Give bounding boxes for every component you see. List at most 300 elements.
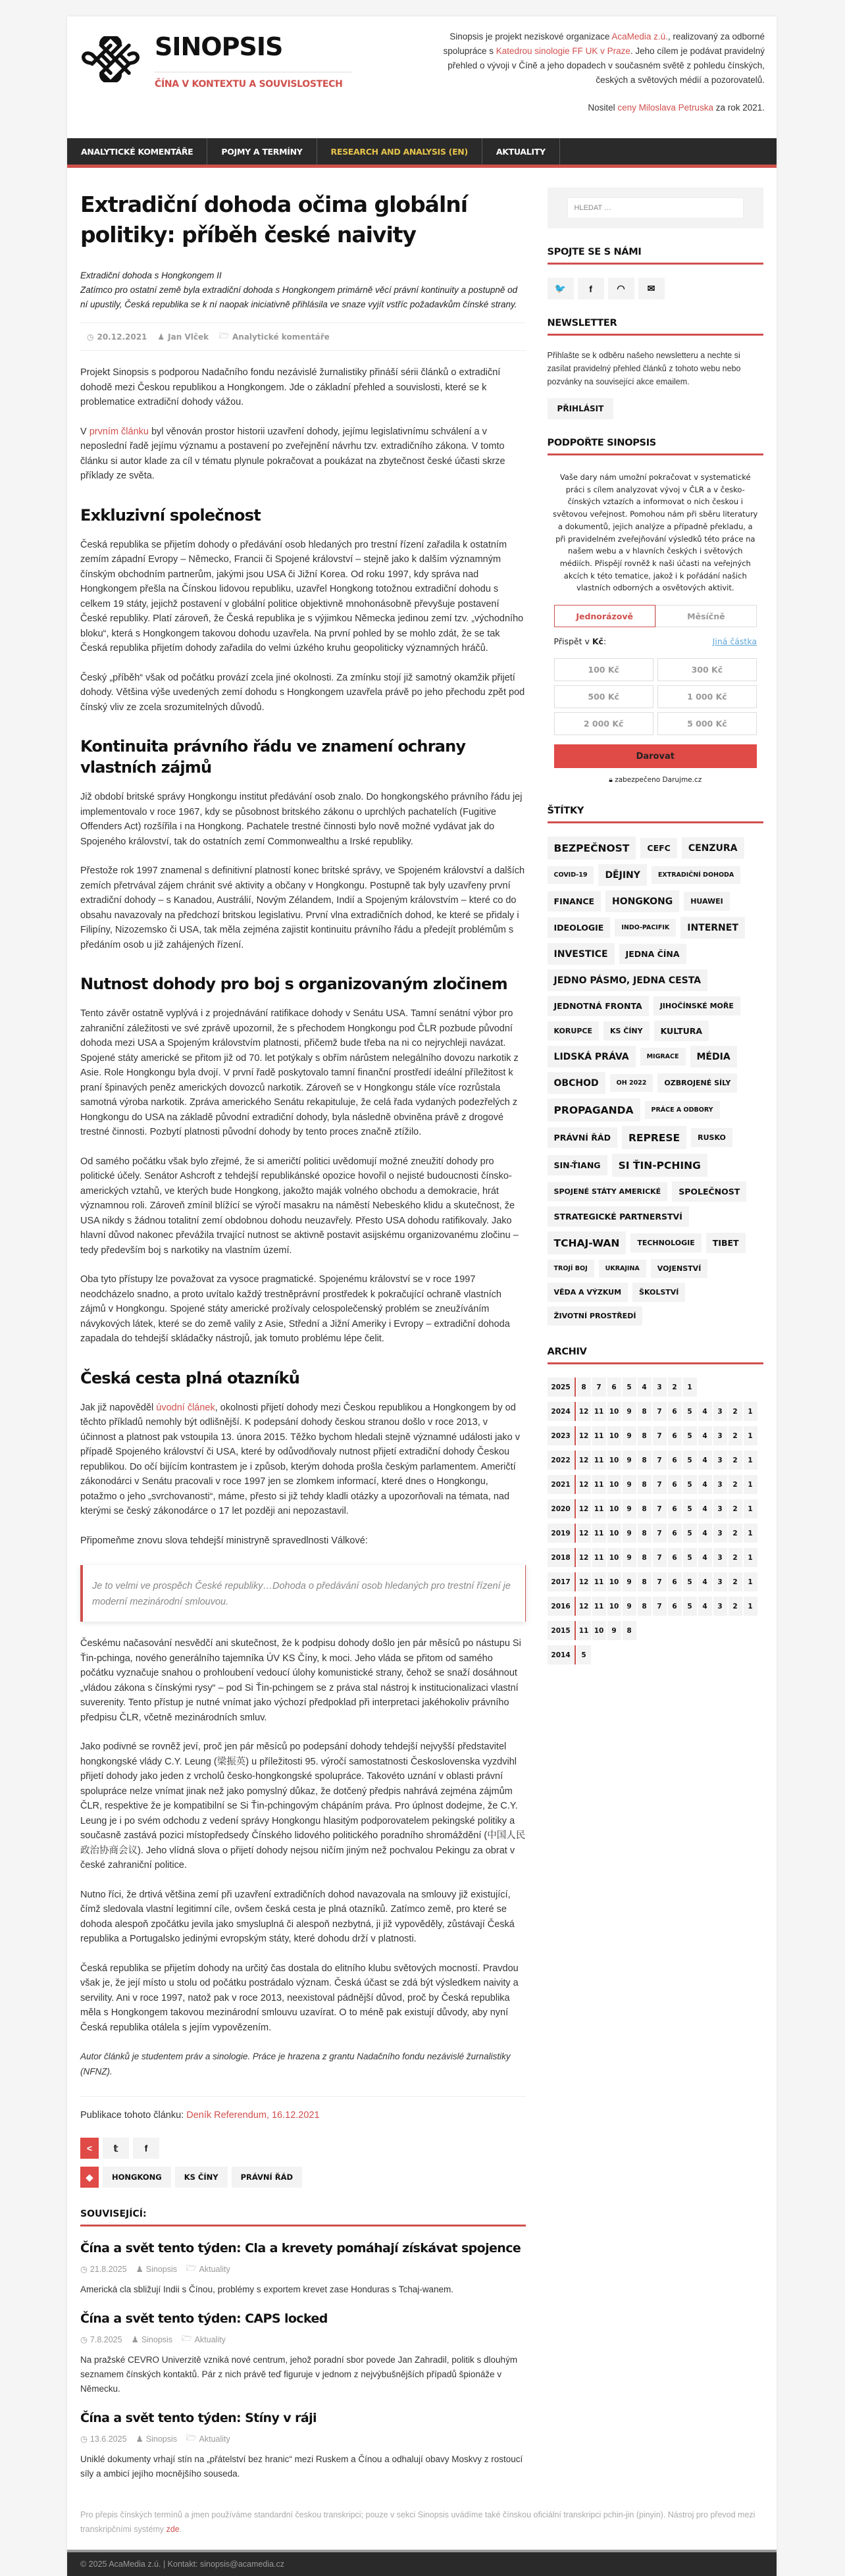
archive-month[interactable]: 7 — [653, 1548, 667, 1567]
archive-month[interactable]: 2 — [729, 1548, 742, 1567]
tag-link[interactable]: TROJÍ BOJ — [548, 1260, 594, 1277]
related-category[interactable] — [182, 2332, 226, 2346]
article-lead — [80, 269, 526, 312]
archive-month[interactable]: 11 — [592, 1597, 606, 1616]
tag-link[interactable]: INVESTICE — [548, 943, 615, 965]
archive-month[interactable]: 12 — [577, 1402, 591, 1421]
article-column — [80, 188, 526, 2481]
related-category[interactable] — [186, 2262, 230, 2276]
award-link[interactable]: ceny Miloslava Petruska — [617, 103, 713, 113]
archive-year[interactable]: 2016 — [548, 1597, 576, 1616]
related-title[interactable]: Čína a svět tento týden: Cla a krevety pomáhají získávat spojence — [80, 2241, 521, 2255]
tag-link[interactable]: KORUPCE — [548, 1021, 599, 1041]
contribute-label — [554, 636, 607, 646]
search-input[interactable]: HLEDAT … — [567, 197, 744, 219]
archive-year-row — [548, 1597, 763, 1616]
archive-month[interactable]: 2 — [729, 1451, 742, 1470]
related-meta — [80, 2332, 526, 2346]
category-name[interactable]: Aktuality — [194, 2334, 226, 2344]
author-name[interactable]: Jan Vlček — [168, 332, 209, 342]
tag-link[interactable]: PROPAGANDA — [548, 1098, 640, 1121]
date-text: 20.12.2021 — [97, 332, 147, 342]
note-text: Pro přepis čínských termínů a jmen používáme standardní českou transkripci; pouze v sekci Sinopsis uvádíme také čínskou oficiální transkripci pchin-jin (pinyin). Nástroj pro převod mezi transkripčními systémy — [80, 2510, 755, 2534]
category-name[interactable]: Aktuality — [199, 2434, 230, 2444]
transcription-tool-link[interactable]: zde — [166, 2525, 180, 2534]
archive-month[interactable]: 11 — [592, 1475, 606, 1494]
archive-month[interactable]: 5 — [623, 1378, 636, 1397]
tag-link[interactable]: SPOJENÉ STÁTY AMERICKÉ — [548, 1182, 668, 1201]
archive-month[interactable]: 11 — [592, 1524, 606, 1543]
tag-link[interactable]: MIGRACE — [640, 1048, 686, 1066]
archive-month[interactable]: 7 — [653, 1426, 667, 1445]
related-category[interactable] — [186, 2432, 230, 2446]
tag-link[interactable]: INTERNET — [680, 917, 745, 939]
tag-link[interactable]: PRÁVNÍ ŘÁD — [548, 1127, 617, 1148]
tag-link[interactable]: ŽIVOTNÍ PROSTŘEDÍ — [548, 1306, 643, 1326]
archive-month[interactable]: 4 — [698, 1499, 712, 1518]
related-meta — [80, 2432, 526, 2446]
support-heading: PODPOŘTE SINOPSIS — [548, 438, 763, 455]
archive-month[interactable]: 5 — [577, 1645, 591, 1664]
text: Jak již napověděl — [80, 1402, 157, 1413]
paragraph: Českému načasování nesvědčí ani skutečnost, že k podpisu dohody došlo jen pár měsíců po nástupu Si Ťin-pchinga, nového generálního tajemníka ÚV KS Číny, k moci. Jeho vláda se přitom od samého počátku vyznačuje snahou o prohloubení vedoucí úlohy komunistické strany, čehož se snaží dosáhnout „vládou zákona s čínskými rysy“ – pod Si Ťin-pchingem se z práva stal nástroj k institucionalizaci vlastní suverenity. Tento přístup je nutné vnímat jako výchozí předpoklad při interpretaci jakéhokoliv právního předpisu ČLR, včetně mezinárodních smluv. — [80, 1638, 521, 1723]
archive-month[interactable]: 2 — [729, 1499, 742, 1518]
archive-month[interactable]: 8 — [638, 1426, 652, 1445]
transcription-note — [67, 2481, 777, 2550]
archive-month[interactable]: 8 — [577, 1378, 591, 1397]
archive-month[interactable]: 8 — [638, 1402, 652, 1421]
related-date — [80, 2332, 122, 2346]
archive-month[interactable]: 8 — [638, 1524, 652, 1543]
archive-month[interactable]: 4 — [698, 1426, 712, 1445]
archive-month[interactable]: 11 — [592, 1499, 606, 1518]
archive-month[interactable]: 6 — [668, 1499, 682, 1518]
frequency-monthly-tab[interactable]: Měsíčně — [655, 605, 757, 627]
archive-month[interactable]: 10 — [607, 1572, 621, 1591]
award-note — [423, 101, 765, 115]
paragraph — [80, 1401, 526, 1519]
archive-month[interactable]: 7 — [653, 1402, 667, 1421]
tag-link[interactable]: DĚJINY — [598, 864, 646, 886]
tag-link[interactable]: OBCHOD — [548, 1072, 605, 1094]
archive-month[interactable]: 6 — [607, 1378, 621, 1397]
archive-month[interactable]: 12 — [577, 1426, 591, 1445]
site-title[interactable]: SINOPSIS — [155, 32, 283, 61]
archive-month[interactable]: 2 — [729, 1597, 742, 1616]
amount-option[interactable]: 1 000 Kč — [657, 685, 757, 708]
article-date — [87, 332, 147, 342]
text: byl věnován prostor historii uzavření dohody, jejímu legislativnímu schválení a v neposlední řadě jejímu významu a postavení po zveřejnění návrhu tzv. extradičního zákona. V tomto článku si autor klade za cíl v tématu plynule pokračovat a poukázat na zbytečnost české účasti skrze příklady ze světa. — [80, 426, 505, 481]
archive-month[interactable]: 1 — [744, 1548, 757, 1567]
archive-month[interactable]: 8 — [638, 1475, 652, 1494]
archive-month[interactable]: 2 — [729, 1426, 742, 1445]
facebook-icon: f — [144, 2143, 148, 2153]
archive-year-row — [548, 1426, 763, 1445]
archive-month[interactable]: 2 — [729, 1572, 742, 1591]
user-icon: ♟ — [157, 332, 165, 342]
nav-item-analyticke-komentare[interactable]: ANALYTICKÉ KOMENTÁŘE — [67, 138, 207, 165]
archive-month[interactable]: 9 — [623, 1426, 636, 1445]
tag-link[interactable]: CEFC — [640, 838, 677, 858]
archive-month[interactable]: 5 — [683, 1402, 697, 1421]
tag-link[interactable]: SIN-ŤIANG — [548, 1155, 607, 1175]
intro-article-link[interactable]: úvodní článek — [156, 1402, 215, 1413]
archive-month[interactable]: 3 — [713, 1548, 727, 1567]
publication-link[interactable]: Deník Referendum, 16.12.2021 — [186, 2110, 320, 2121]
tag-link[interactable]: TCHAJ-WAN — [548, 1231, 627, 1254]
archive-month[interactable]: 4 — [698, 1402, 712, 1421]
related-author[interactable] — [136, 2432, 177, 2446]
folder-icon: 🗁 — [182, 2334, 192, 2343]
tag-cloud — [548, 837, 763, 1326]
tag-link[interactable]: FINANCE — [548, 891, 602, 912]
tag-link[interactable]: PRÁCE A ODBORY — [645, 1101, 720, 1119]
archive-month[interactable]: 1 — [744, 1524, 757, 1543]
email-icon: ✉ — [647, 283, 655, 294]
paragraph: Oba tyto přístupy lze považovat za vysoce pragmatické. Spojenému království se v roce 1997 neodcházelo snadno, a proto uvítalo každý trestněprávní prostředek k pokračující ochraně vlastních zájmů v Hongkongu. Spojené státy americké prožívaly celospolečenský problém se zneužíváním návykových látek, které se do země valily z Asie, Střední a Jižní Ameriky i Evropy – extradiční dohoda zapadala do tehdejší skládačky nástrojů, jak tomuto problému lépe čelit. — [80, 1274, 510, 1344]
archive-year[interactable]: 2024 — [548, 1402, 576, 1421]
archive-month[interactable]: 9 — [623, 1524, 636, 1543]
archive-month[interactable]: 1 — [744, 1499, 757, 1518]
donation-amounts — [554, 658, 757, 735]
archive-month[interactable]: 3 — [713, 1475, 727, 1494]
archive-month[interactable]: 12 — [577, 1597, 591, 1616]
article-author[interactable] — [157, 332, 209, 342]
newsletter-subscribe-button[interactable]: PŘIHLÁSIT — [548, 398, 614, 419]
archive-month[interactable]: 3 — [713, 1499, 727, 1518]
archive-month[interactable]: 12 — [577, 1475, 591, 1494]
paragraph: Připomeňme znovu slova tehdejší ministryně spravedlnosti Válkové: — [80, 1535, 368, 1546]
archive-month[interactable]: 9 — [623, 1499, 636, 1518]
archive-month[interactable]: 8 — [638, 1451, 652, 1470]
tag-link[interactable]: SPOLEČNOST — [672, 1181, 746, 1202]
tag-link[interactable]: IDEOLOGIE — [548, 917, 611, 938]
author-name[interactable]: Sinopsis — [145, 2434, 177, 2444]
archive-month[interactable]: 3 — [713, 1402, 727, 1421]
archive-month[interactable]: 11 — [592, 1426, 606, 1445]
folder-icon: 🗁 — [186, 2263, 197, 2273]
amount-option[interactable]: 500 Kč — [554, 685, 653, 708]
amount-option[interactable]: 2 000 Kč — [554, 712, 653, 735]
archive-month[interactable]: 8 — [638, 1548, 652, 1567]
archive-month[interactable]: 5 — [683, 1451, 697, 1470]
archive-month[interactable]: 11 — [592, 1451, 606, 1470]
author-name[interactable]: Sinopsis — [141, 2334, 173, 2344]
tag-link[interactable]: UKRAJINA — [599, 1260, 646, 1277]
paragraph — [80, 425, 526, 484]
archive-month[interactable]: 6 — [668, 1572, 682, 1591]
archive-month[interactable]: 5 — [683, 1597, 697, 1616]
endless-knot-logo-icon[interactable] — [80, 36, 141, 82]
paragraph: Jako podivné se rovněž jeví, proč jen pár měsíců po podepsání dohody tehdejší nejvyšší představitel hongkongské vlády C.Y. Leung (梁振英) u příležitosti 95. výročí samostatnosti Československa vyzdvihl přijetí dohody jako jeden z vrcholů česko-hongkongské spolupráce. Takovéto uznání v oblasti právní spolupráce nelze vnímat jinak než jako pomyslný důkaz, že dotčený předpis nahrává zejména zájmům ČLR, respektive že je kompatibilní se Si Ťin-pchingovým chápáním práva. Pro úplnost dodejme, že C.Y. Leung je i po svém odchodu z vedení správy Hongkongu hlasitým podporovatelem pekingské politiky a současně zastává pozici místopředsedy Čínského lidového politického poradního shromáždění (中国人民政治协商会议). Jeho vlídná slova o přijetí dohody nejsou ničím jiným než pochvalou Pekingu za obrat v české zahraniční politice. — [80, 1741, 526, 1870]
archive-month[interactable]: 5 — [683, 1572, 697, 1591]
archive-month[interactable]: 5 — [683, 1426, 697, 1445]
archive-month[interactable]: 9 — [623, 1572, 636, 1591]
archive-month[interactable]: 3 — [713, 1524, 727, 1543]
archive-year[interactable]: 2018 — [548, 1548, 576, 1567]
tag-link[interactable]: KS ČÍNY — [603, 1021, 650, 1041]
archive-month[interactable]: 11 — [592, 1402, 606, 1421]
other-amount-link[interactable]: Jiná částka — [712, 636, 757, 647]
tag-link[interactable]: STRATEGICKÉ PARTNERSTVÍ — [548, 1206, 689, 1227]
intro-text: Sinopsis je projekt neziskové organizace — [449, 32, 612, 41]
archive-month[interactable]: 7 — [653, 1475, 667, 1494]
tag-link[interactable]: LIDSKÁ PRÁVA — [548, 1046, 636, 1068]
archive-month[interactable]: 2 — [729, 1524, 742, 1543]
archive-month[interactable]: 10 — [607, 1426, 621, 1445]
tag-link[interactable]: SI ŤIN-PCHING — [612, 1154, 707, 1177]
archive-month[interactable]: 9 — [623, 1597, 636, 1616]
author-name[interactable]: Sinopsis — [145, 2264, 177, 2274]
related-date — [80, 2432, 127, 2446]
series-name: Extradiční dohoda s Hongkongem II — [80, 270, 222, 280]
archive-month[interactable]: 10 — [607, 1597, 621, 1616]
archive-month[interactable]: 9 — [623, 1402, 636, 1421]
tag-link[interactable]: EXTRADIČNÍ DOHODA — [652, 866, 740, 884]
tag-link[interactable]: VOJENSTVÍ — [651, 1259, 708, 1278]
archive-month[interactable]: 7 — [653, 1451, 667, 1470]
archive-year-row — [548, 1621, 763, 1640]
archive-month[interactable]: 1 — [744, 1451, 757, 1470]
paragraph: Již období britské správy Hongkongu institut předávání osob znalo. Do hongkongského právního řádu jej implementovalo v roce 1967, kdy se působnost britského zákonu o uprchlých pachatelích (Fugitive Offenders Act) rozšířila i na Hongkong. Pachatele trestné činnosti bylo nově možné vydávat jak do Spojeného království, tak do ostatních zemí Commonwealthu a Irské republiky. — [80, 792, 523, 847]
archive-month[interactable]: 7 — [653, 1499, 667, 1518]
tag-link[interactable]: INDO-PACIFIK — [615, 919, 676, 937]
archive-month[interactable]: 12 — [577, 1524, 591, 1543]
nav-item-pojmy-a-terminy[interactable]: POJMY A TERMÍNY — [207, 138, 317, 165]
site-tagline: ČÍNA V KONTEXTU A SOUVISLOSTECH — [155, 78, 343, 90]
project-description — [423, 30, 765, 88]
tag-link[interactable]: ŠKOLSTVÍ — [632, 1283, 685, 1302]
tag-link[interactable]: HONGKONG — [605, 890, 679, 912]
archive-month[interactable]: 2 — [729, 1475, 742, 1494]
frequency-once-tab[interactable]: Jednorázově — [554, 605, 655, 627]
archive-month[interactable]: 9 — [607, 1621, 621, 1640]
archive-month[interactable]: 10 — [607, 1475, 621, 1494]
brand — [155, 32, 352, 90]
tag-link[interactable]: KULTURA — [654, 1021, 709, 1041]
archive-year-row — [548, 1402, 763, 1421]
archive-month[interactable]: 6 — [668, 1451, 682, 1470]
archive-month[interactable]: 10 — [607, 1524, 621, 1543]
tag-link[interactable]: MÉDIA — [690, 1046, 737, 1068]
tag-link[interactable]: RUSKO — [691, 1128, 732, 1147]
archive-month[interactable]: 11 — [577, 1621, 591, 1640]
publication-label: Publikace tohoto článku: — [80, 2110, 187, 2121]
archive-month[interactable]: 1 — [744, 1402, 757, 1421]
twitter-button[interactable] — [548, 278, 574, 299]
archive-month[interactable]: 4 — [698, 1451, 712, 1470]
newsletter-text: Přihlašte se k odběru našeho newsletteru a nechte si zasílat pravidelný přehled článků z tohoto webu nebo pozvánky na související akce emailem. — [547, 351, 741, 386]
text: Přispět v — [553, 636, 592, 647]
award-text: za rok 2021. — [713, 103, 765, 113]
tag-link[interactable]: JEDNOTNÁ FRONTA — [548, 996, 649, 1016]
tag-link[interactable]: REPRESE — [622, 1126, 686, 1149]
article-tag[interactable]: HONGKONG — [103, 2167, 171, 2188]
related-title[interactable]: Čína a svět tento týden: CAPS locked — [80, 2311, 328, 2326]
content — [67, 168, 777, 2481]
award-text: Nositel — [588, 103, 618, 113]
note-text: . — [179, 2525, 182, 2534]
article-meta — [80, 322, 526, 351]
lock-icon: 🔒︎ — [609, 776, 613, 785]
archive-month[interactable]: 11 — [592, 1572, 606, 1591]
related-title[interactable]: Čína a svět tento týden: Stíny v ráji — [80, 2411, 317, 2425]
archive-month[interactable]: 6 — [668, 1548, 682, 1567]
amount-option[interactable]: 100 Kč — [554, 658, 653, 681]
archive-month[interactable]: 4 — [698, 1524, 712, 1543]
archive-month[interactable]: 5 — [683, 1475, 697, 1494]
archive-month[interactable]: 12 — [577, 1548, 591, 1567]
archive-month[interactable]: 9 — [623, 1475, 636, 1494]
share-twitter-button[interactable] — [103, 2138, 129, 2159]
email-button[interactable] — [638, 278, 665, 299]
archive-month[interactable]: 5 — [683, 1548, 697, 1567]
archive-year[interactable]: 2020 — [548, 1499, 576, 1518]
paragraph: Česká republika se přijetím dohody na určitý čas dostala do elitního klubu světových mocností. Pravdou však je, že její místo u stolu od počátku postrádalo význam. Česká účast se zdá být výsledkem naivity a servility. Ani v roce 1997, natož pak v roce 2013, neexistoval pádnější důvod, proč by Česká republika měla s Hongkongem takovou mezinárodní smlouvu uzavírat. O to méně pak existují důvody, aby nyní Česká republika otálela s jejím vypovězením. — [80, 1963, 519, 2033]
archive-month[interactable]: 1 — [744, 1475, 757, 1494]
article-title: Extradiční dohoda očima globální politiky: příběh české naivity — [80, 192, 468, 247]
archive-month[interactable]: 4 — [698, 1475, 712, 1494]
archive-year[interactable]: 2023 — [548, 1426, 576, 1445]
katedra-sinologie-link[interactable]: Katedrou sinologie FF UK v Praze — [496, 46, 630, 56]
divider — [80, 2096, 526, 2097]
tag-link[interactable]: VĚDA A VÝZKUM — [548, 1283, 628, 1302]
related-author[interactable] — [136, 2262, 177, 2276]
archive-month[interactable]: 4 — [698, 1548, 712, 1567]
archive-month[interactable]: 8 — [638, 1499, 652, 1518]
archive-month[interactable]: 1 — [744, 1572, 757, 1591]
tag-link[interactable]: OH 2022 — [610, 1074, 653, 1092]
lead-text: Zatímco pro ostatní země byla extradiční dohoda s Hongkongem primárně věcí právní kontinuity a postupně od ní upustily, Česká republika se k ní naopak iniciativně přihlásila ve snaze vyjít vstříc požadavkům čínské strany. — [80, 285, 518, 309]
archive-month[interactable]: 12 — [577, 1451, 591, 1470]
tag-link[interactable]: OZBROJENÉ SÍLY — [657, 1073, 737, 1093]
archive-month[interactable]: 9 — [623, 1451, 636, 1470]
first-article-link[interactable]: prvním článku — [89, 426, 149, 437]
twitter-icon: 𝕥 — [113, 2142, 118, 2153]
paragraph: Přestože rok 1997 znamenal s definitivní platností konec britské správy, ve Spojeném království a dalších zemích přetrvával zájem chránit své aktivity a občany v Hongkongu. Postupně tak byly uzavřeny první extradiční dohody – s Kanadou, Austrálií, Novým Zélandem, Indií a Spojeným královstvím – které co do obsahu navazovaly na předchozí britskou legislativu. První vlna extradičních dohod, ke které se přidaly i Filipíny, Nizozemsko či USA, tak měla zejména zajistit kontinuitu právního řádu a předejít problémům s předáním osob u již zahájených řízení. — [80, 865, 525, 950]
related-author[interactable] — [132, 2332, 172, 2346]
donate-button[interactable]: Darovat — [554, 744, 757, 768]
archive-month[interactable]: 3 — [713, 1451, 727, 1470]
archive-month[interactable]: 10 — [607, 1451, 621, 1470]
archive-month[interactable]: 3 — [653, 1378, 667, 1397]
archive-year-row — [548, 1645, 763, 1664]
site-footer — [67, 2550, 777, 2576]
archive-year[interactable]: 2025 — [548, 1378, 576, 1397]
archive-month[interactable]: 8 — [638, 1572, 652, 1591]
archive-month[interactable]: 6 — [668, 1475, 682, 1494]
tag-link[interactable]: TIBET — [706, 1233, 746, 1253]
archive-month[interactable]: 3 — [713, 1426, 727, 1445]
archive-month[interactable]: 10 — [607, 1499, 621, 1518]
archive-month[interactable]: 5 — [683, 1524, 697, 1543]
amount-option[interactable]: 5 000 Kč — [657, 712, 757, 735]
archive-month[interactable]: 6 — [668, 1524, 682, 1543]
archive-month[interactable]: 6 — [668, 1426, 682, 1445]
archive-month[interactable]: 4 — [698, 1572, 712, 1591]
tag-link[interactable]: JEDNO PÁSMO, JEDNA CESTA — [548, 969, 708, 991]
search-widget — [548, 188, 763, 228]
archive-month[interactable]: 6 — [668, 1597, 682, 1616]
archive-month[interactable]: 3 — [713, 1597, 727, 1616]
archive-year[interactable]: 2017 — [548, 1572, 576, 1591]
archive-month[interactable]: 9 — [623, 1548, 636, 1567]
archive-month[interactable]: 1 — [683, 1378, 697, 1397]
archive-month[interactable]: 8 — [623, 1621, 636, 1640]
archive-month[interactable]: 7 — [653, 1597, 667, 1616]
archive-month[interactable]: 1 — [744, 1597, 757, 1616]
archive-month[interactable]: 3 — [713, 1572, 727, 1591]
archive-month[interactable]: 4 — [638, 1378, 652, 1397]
archive-month[interactable]: 10 — [592, 1621, 606, 1640]
archive-year-row — [548, 1572, 763, 1591]
date-text: 7.8.2025 — [90, 2334, 122, 2344]
contribute-row — [554, 636, 757, 646]
archive-month[interactable]: 2 — [729, 1402, 742, 1421]
related-list — [80, 2240, 526, 2481]
tag-link[interactable]: JEDNA ČÍNA — [619, 944, 686, 964]
facebook-button[interactable] — [578, 278, 604, 299]
acamedia-link[interactable]: AcaMedia z.ú. — [611, 32, 668, 41]
tag-link[interactable]: CENZURA — [682, 837, 744, 859]
archive-year[interactable]: 2015 — [548, 1621, 576, 1640]
archive-month[interactable]: 12 — [577, 1572, 591, 1591]
archive-year-row — [548, 1524, 763, 1543]
archive-year[interactable]: 2022 — [548, 1451, 576, 1470]
archive-month[interactable]: 10 — [607, 1402, 621, 1421]
archive-month[interactable]: 2 — [668, 1378, 682, 1397]
article-tag[interactable]: KS ČÍNY — [175, 2167, 228, 2188]
archive-month[interactable]: 1 — [744, 1426, 757, 1445]
amount-option[interactable]: 300 Kč — [657, 658, 757, 681]
connect-heading: SPOJTE SE S NÁMI — [548, 247, 763, 265]
nav-item-aktuality[interactable]: AKTUALITY — [482, 138, 560, 165]
tag-link[interactable]: BEZPEČNOST — [548, 837, 636, 860]
archive-month[interactable]: 7 — [592, 1378, 606, 1397]
tag-link[interactable]: COVID-19 — [548, 866, 594, 884]
archive-year[interactable]: 2021 — [548, 1475, 576, 1494]
secured-note — [548, 776, 763, 785]
category-name[interactable]: Aktuality — [199, 2264, 230, 2274]
main-nav — [67, 138, 777, 168]
tag-link[interactable]: JIHOČÍNSKÉ MOŘE — [653, 996, 740, 1016]
archive-month[interactable]: 7 — [653, 1572, 667, 1591]
archive-month[interactable]: 6 — [668, 1402, 682, 1421]
article-tag[interactable]: PRÁVNÍ ŘÁD — [232, 2167, 303, 2188]
archive-year-row — [548, 1451, 763, 1470]
archive-month[interactable]: 7 — [653, 1524, 667, 1543]
nav-item-research-and-analysis[interactable]: RESEARCH AND ANALYSIS (EN) — [317, 138, 482, 165]
share-facebook-button[interactable] — [133, 2138, 159, 2159]
archive-month[interactable]: 12 — [577, 1499, 591, 1518]
category-name[interactable]: Analytické komentáře — [232, 332, 330, 342]
related-excerpt: Uniklé dokumenty vrhají stín na „přátelství bez hranic“ mezi Ruskem a Čínou a odhalují obavy Moskvy z rostoucí síly a ambicí jejího mocnějšího souseda. — [80, 2454, 523, 2479]
archive-month[interactable]: 11 — [592, 1548, 606, 1567]
tag-link[interactable]: HUAWEI — [684, 892, 730, 911]
archive-month[interactable]: 10 — [607, 1548, 621, 1567]
archive-month[interactable]: 8 — [638, 1597, 652, 1616]
clock-icon: ◷ — [80, 2335, 88, 2344]
archive-year[interactable]: 2014 — [548, 1645, 576, 1664]
archive-year[interactable]: 2019 — [548, 1524, 576, 1543]
article-category[interactable] — [219, 330, 330, 344]
archive-month[interactable]: 5 — [683, 1499, 697, 1518]
archive-year-row — [548, 1378, 763, 1397]
archive-month[interactable]: 4 — [698, 1597, 712, 1616]
tag-link[interactable]: TECHNOLOGIE — [630, 1233, 701, 1252]
currency: Kč — [592, 636, 603, 647]
rss-button[interactable] — [608, 278, 634, 299]
